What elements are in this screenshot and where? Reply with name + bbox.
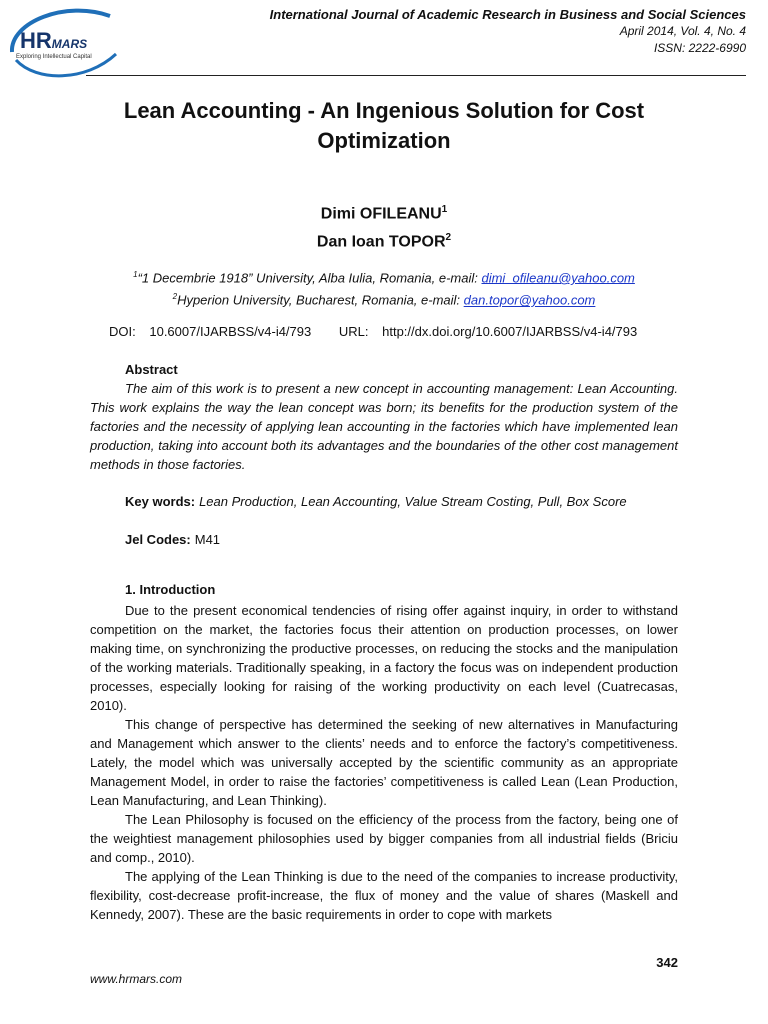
- affiliation: [40, 265, 728, 287]
- affil-text: Hyperion University, Bucharest, Romania, e-mail:: [177, 292, 464, 308]
- author-list: [0, 198, 768, 255]
- author-name: Dan Ioan TOPOR: [316, 233, 446, 251]
- body-text: [90, 601, 678, 924]
- abstract-heading: Abstract: [125, 362, 178, 377]
- author: [0, 226, 768, 254]
- logo-hr-text: HR: [20, 28, 52, 53]
- paper-title: Lean Accounting - An Ingenious Solution for Cost Optimization: [123, 98, 645, 153]
- paragraph: This change of perspective has determined the seeking of new alternatives in Manufacturing and Management which answer to the clients’ needs and to enforce the factory’s competitiveness. Lately, the model which was universally accepted by the scientific community as an appropriate Management Model, in order to raise the factories’ competitiveness is called Lean (Lean Production, Lean Manufacturing, and Lean Thinking).: [90, 717, 678, 808]
- keywords-text: Lean Production, Lean Accounting, Value Stream Costing, Pull, Box Score: [199, 494, 627, 509]
- keywords-label: Key words:: [125, 494, 196, 509]
- journal-issn: ISSN: 2222-6990: [653, 41, 746, 55]
- jel-label: Jel Codes:: [125, 532, 191, 547]
- section-heading: 1. Introduction: [125, 582, 216, 597]
- doi-label: DOI:: [109, 324, 136, 339]
- logo-tagline: Exploring Intellectual Capital: [16, 54, 92, 60]
- abstract: [90, 360, 678, 474]
- affil-text: “1 Decembrie 1918” University, Alba Iulia, Romania, e-mail:: [137, 270, 482, 286]
- journal-header: [270, 6, 746, 57]
- page-number: 342: [656, 955, 678, 970]
- jel-codes: [125, 532, 220, 547]
- affil-sup: 1: [133, 270, 138, 279]
- url-value[interactable]: http://dx.doi.org/10.6007/IJARBSS/v4-i4/793: [382, 324, 638, 339]
- paragraph: The applying of the Lean Thinking is due to the need of the companies to increase productivity, flexibility, cost-decrease profit-increase, the flux of money and the value of shares (Maskell and Kennedy, 2007). These are the basic requirements in order to cope with markets: [90, 869, 678, 922]
- author-sup: 1: [441, 204, 448, 215]
- journal-issue: April 2014, Vol. 4, No. 4: [619, 24, 746, 38]
- paragraph: The Lean Philosophy is focused on the efficiency of the process from the factory, being one of the weightiest management philosophies used by bigger companies from all industrial fields (Briciu and comp., 2010).: [90, 812, 678, 865]
- logo-mars-text: MARS: [51, 37, 88, 51]
- affiliation: [40, 287, 728, 309]
- keywords: [125, 494, 678, 509]
- url-label: URL:: [338, 324, 369, 339]
- footer-url[interactable]: www.hrmars.com: [90, 972, 183, 986]
- journal-name: International Journal of Academic Research in Business and Social Sciences: [269, 7, 746, 22]
- affil-sup: 2: [172, 292, 178, 302]
- doi-row: [109, 324, 647, 339]
- email-link[interactable]: dimi_ofileanu@yahoo.com: [481, 270, 635, 286]
- abstract-text: The aim of this work is to present a new concept in accounting management: Lean Accounting. This work explains the way the lean concept was born; its benefits for the production system of the factories and the necessity of applying lean accounting in the factories which have implemented lean production, taking into account both its advantages and the boundaries of the other cost management methods in those factories.: [90, 381, 678, 472]
- doi-value: 10.6007/IJARBSS/v4-i4/793: [149, 324, 312, 339]
- header-divider: [86, 75, 746, 76]
- email-link[interactable]: dan.topor@yahoo.com: [463, 292, 596, 308]
- affiliations: [40, 265, 728, 310]
- author-sup: 2: [445, 232, 452, 244]
- hrmars-logo: [6, 4, 118, 80]
- author-name: Dimi OFILEANU: [320, 205, 442, 223]
- jel-text: M41: [194, 532, 221, 547]
- author: [0, 198, 768, 226]
- paragraph: Due to the present economical tendencies of rising offer against inquiry, in order to withstand competition on the market, the factories focus their attention on production processes, on lower making time, on synchronizing the productive processes, on reducing the stocks and the manipulation of the working materials. Traditionally speaking, in a factory the focus was on independent production processes, especially looking for raising of the working productivity on each level (Cuatrecasas, 2010).: [90, 603, 678, 713]
